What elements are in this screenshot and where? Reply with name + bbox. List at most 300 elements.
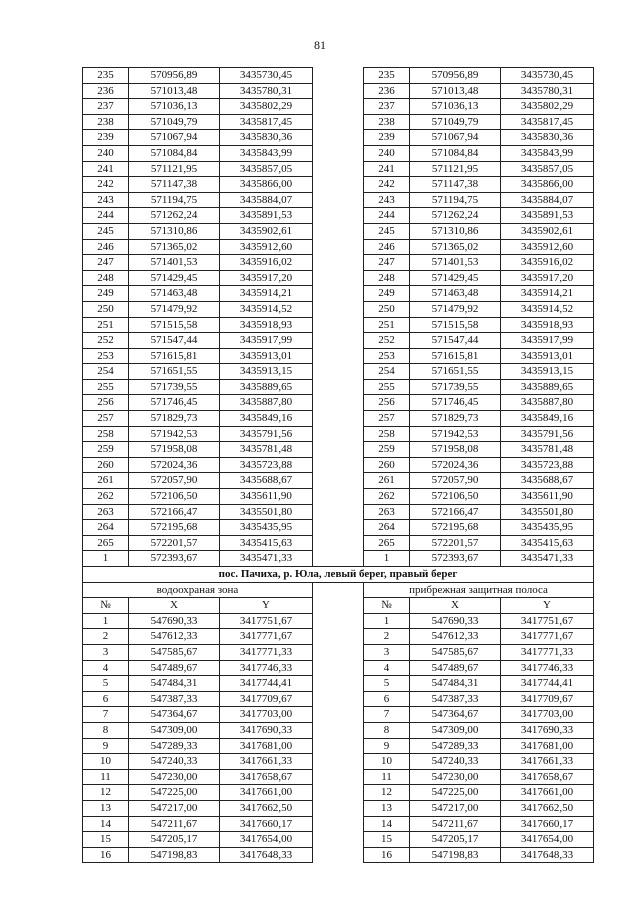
y-coordinate: 3435884,07 <box>501 192 594 208</box>
x-coordinate: 547211,67 <box>410 816 501 832</box>
col-header-y: Y <box>501 598 594 614</box>
x-coordinate: 571829,73 <box>129 411 220 427</box>
y-coordinate: 3417662,50 <box>501 800 594 816</box>
point-number: 255 <box>364 379 410 395</box>
point-number: 3 <box>83 644 129 660</box>
x-coordinate: 571147,38 <box>129 177 220 193</box>
x-coordinate: 571615,81 <box>129 348 220 364</box>
y-coordinate: 3417690,33 <box>501 722 594 738</box>
point-number: 1 <box>83 613 129 629</box>
x-coordinate: 547205,17 <box>410 832 501 848</box>
table-row <box>83 411 594 427</box>
point-number: 7 <box>83 707 129 723</box>
point-number: 254 <box>364 364 410 380</box>
table-row <box>83 395 594 411</box>
y-coordinate: 3417681,00 <box>220 738 313 754</box>
point-number: 3 <box>364 644 410 660</box>
x-coordinate: 547217,00 <box>129 800 220 816</box>
table-row <box>83 192 594 208</box>
x-coordinate: 571262,24 <box>410 208 501 224</box>
y-coordinate: 3417746,33 <box>501 660 594 676</box>
point-number: 264 <box>83 520 129 536</box>
y-coordinate: 3435791,56 <box>220 426 313 442</box>
x-coordinate: 571013,48 <box>410 83 501 99</box>
y-coordinate: 3435857,05 <box>501 161 594 177</box>
x-coordinate: 547198,83 <box>410 847 501 863</box>
x-coordinate: 571547,44 <box>410 333 501 349</box>
x-coordinate: 547289,33 <box>129 738 220 754</box>
x-coordinate: 547387,33 <box>129 691 220 707</box>
table-row <box>83 520 594 536</box>
y-coordinate: 3417690,33 <box>220 722 313 738</box>
y-coordinate: 3435917,99 <box>501 333 594 349</box>
point-number: 2 <box>364 629 410 645</box>
x-coordinate: 571036,13 <box>129 99 220 115</box>
table-row <box>83 473 594 489</box>
x-coordinate: 572024,36 <box>129 457 220 473</box>
y-coordinate: 3417661,33 <box>220 754 313 770</box>
x-coordinate: 571262,24 <box>129 208 220 224</box>
y-coordinate: 3435817,45 <box>220 114 313 130</box>
point-number: 263 <box>364 504 410 520</box>
point-number: 239 <box>364 130 410 146</box>
y-coordinate: 3435849,16 <box>220 411 313 427</box>
y-coordinate: 3435914,21 <box>501 286 594 302</box>
y-coordinate: 3435471,33 <box>501 551 594 567</box>
table-row <box>83 255 594 271</box>
x-coordinate: 571479,92 <box>129 301 220 317</box>
x-coordinate: 572024,36 <box>410 457 501 473</box>
x-coordinate: 571194,75 <box>410 192 501 208</box>
y-coordinate: 3435912,60 <box>220 239 313 255</box>
x-coordinate: 571121,95 <box>410 161 501 177</box>
y-coordinate: 3417658,67 <box>220 769 313 785</box>
col-header-number: № <box>364 598 410 614</box>
point-number: 245 <box>83 223 129 239</box>
point-number: 250 <box>83 301 129 317</box>
table-row <box>83 208 594 224</box>
x-coordinate: 547489,67 <box>410 660 501 676</box>
point-number: 15 <box>83 832 129 848</box>
x-coordinate: 571429,45 <box>410 270 501 286</box>
y-coordinate: 3435415,63 <box>220 535 313 551</box>
point-number: 244 <box>364 208 410 224</box>
x-coordinate: 571147,38 <box>410 177 501 193</box>
col-header-x: X <box>410 598 501 614</box>
table-row <box>83 629 594 645</box>
y-coordinate: 3435501,80 <box>501 504 594 520</box>
table-row <box>83 364 594 380</box>
x-coordinate: 547230,00 <box>129 769 220 785</box>
y-coordinate: 3435730,45 <box>501 68 594 84</box>
point-number: 5 <box>364 676 410 692</box>
x-coordinate: 571739,55 <box>129 379 220 395</box>
x-coordinate: 572201,57 <box>410 535 501 551</box>
y-coordinate: 3435884,07 <box>220 192 313 208</box>
table-row <box>83 442 594 458</box>
point-number: 14 <box>364 816 410 832</box>
x-coordinate: 547690,33 <box>129 613 220 629</box>
table-row <box>83 239 594 255</box>
x-coordinate: 547225,00 <box>129 785 220 801</box>
point-number: 257 <box>364 411 410 427</box>
x-coordinate: 572166,47 <box>129 504 220 520</box>
y-coordinate: 3435435,95 <box>501 520 594 536</box>
x-coordinate: 547585,67 <box>410 644 501 660</box>
y-coordinate: 3417661,00 <box>501 785 594 801</box>
point-number: 12 <box>83 785 129 801</box>
y-coordinate: 3435917,99 <box>220 333 313 349</box>
y-coordinate: 3417662,50 <box>220 800 313 816</box>
point-number: 262 <box>364 489 410 505</box>
point-number: 4 <box>364 660 410 676</box>
x-coordinate: 571429,45 <box>129 270 220 286</box>
y-coordinate: 3435688,67 <box>501 473 594 489</box>
point-number: 248 <box>364 270 410 286</box>
point-number: 260 <box>364 457 410 473</box>
point-number: 10 <box>364 754 410 770</box>
x-coordinate: 572393,67 <box>410 551 501 567</box>
point-number: 242 <box>364 177 410 193</box>
x-coordinate: 571463,48 <box>129 286 220 302</box>
y-coordinate: 3417751,67 <box>220 613 313 629</box>
table-row <box>83 286 594 302</box>
table-row <box>83 800 594 816</box>
point-number: 14 <box>83 816 129 832</box>
table-row <box>83 223 594 239</box>
y-coordinate: 3435889,65 <box>501 379 594 395</box>
table-row <box>83 270 594 286</box>
y-coordinate: 3435802,29 <box>501 99 594 115</box>
right-subtitle: прибрежная защитная полоса <box>364 582 594 598</box>
y-coordinate: 3435781,48 <box>220 442 313 458</box>
x-coordinate: 572106,50 <box>129 489 220 505</box>
y-coordinate: 3435916,02 <box>220 255 313 271</box>
point-number: 15 <box>364 832 410 848</box>
x-coordinate: 571365,02 <box>129 239 220 255</box>
y-coordinate: 3435902,61 <box>501 223 594 239</box>
x-coordinate: 571049,79 <box>129 114 220 130</box>
table-row <box>83 130 594 146</box>
y-coordinate: 3417703,00 <box>501 707 594 723</box>
x-coordinate: 572057,90 <box>129 473 220 489</box>
y-coordinate: 3435817,45 <box>501 114 594 130</box>
x-coordinate: 547484,31 <box>129 676 220 692</box>
x-coordinate: 571084,84 <box>129 145 220 161</box>
page-number: 81 <box>314 38 326 52</box>
point-number: 245 <box>364 223 410 239</box>
point-number: 259 <box>83 442 129 458</box>
x-coordinate: 571958,08 <box>410 442 501 458</box>
y-coordinate: 3435435,95 <box>220 520 313 536</box>
y-coordinate: 3435780,31 <box>501 83 594 99</box>
table-row <box>83 317 594 333</box>
point-number: 235 <box>364 68 410 84</box>
y-coordinate: 3435611,90 <box>501 489 594 505</box>
y-coordinate: 3417658,67 <box>501 769 594 785</box>
x-coordinate: 547690,33 <box>410 613 501 629</box>
y-coordinate: 3417751,67 <box>501 613 594 629</box>
x-coordinate: 571401,53 <box>129 255 220 271</box>
point-number: 238 <box>83 114 129 130</box>
point-number: 4 <box>83 660 129 676</box>
y-coordinate: 3435891,53 <box>501 208 594 224</box>
point-number: 256 <box>83 395 129 411</box>
point-number: 258 <box>83 426 129 442</box>
point-number: 7 <box>364 707 410 723</box>
y-coordinate: 3435887,80 <box>501 395 594 411</box>
table-row <box>83 348 594 364</box>
point-number: 236 <box>364 83 410 99</box>
x-coordinate: 571942,53 <box>129 426 220 442</box>
table-row <box>83 83 594 99</box>
x-coordinate: 571084,84 <box>410 145 501 161</box>
x-coordinate: 571013,48 <box>129 83 220 99</box>
point-number: 237 <box>364 99 410 115</box>
y-coordinate: 3435916,02 <box>501 255 594 271</box>
y-coordinate: 3417744,41 <box>501 676 594 692</box>
x-coordinate: 547205,17 <box>129 832 220 848</box>
point-number: 263 <box>83 504 129 520</box>
point-number: 249 <box>364 286 410 302</box>
y-coordinate: 3417746,33 <box>220 660 313 676</box>
col-header-y: Y <box>220 598 313 614</box>
y-coordinate: 3435866,00 <box>220 177 313 193</box>
table-row <box>83 161 594 177</box>
x-coordinate: 547489,67 <box>129 660 220 676</box>
y-coordinate: 3417654,00 <box>220 832 313 848</box>
x-coordinate: 571310,86 <box>129 223 220 239</box>
point-number: 16 <box>83 847 129 863</box>
y-coordinate: 3435730,45 <box>220 68 313 84</box>
y-coordinate: 3435887,80 <box>220 395 313 411</box>
x-coordinate: 571958,08 <box>129 442 220 458</box>
point-number: 253 <box>83 348 129 364</box>
y-coordinate: 3435843,99 <box>220 145 313 161</box>
point-number: 11 <box>83 769 129 785</box>
y-coordinate: 3435857,05 <box>220 161 313 177</box>
x-coordinate: 547240,33 <box>410 754 501 770</box>
x-coordinate: 572106,50 <box>410 489 501 505</box>
x-coordinate: 571194,75 <box>129 192 220 208</box>
x-coordinate: 547225,00 <box>410 785 501 801</box>
point-number: 248 <box>83 270 129 286</box>
point-number: 9 <box>83 738 129 754</box>
point-number: 247 <box>83 255 129 271</box>
x-coordinate: 547198,83 <box>129 847 220 863</box>
x-coordinate: 572393,67 <box>129 551 220 567</box>
point-number: 13 <box>364 800 410 816</box>
point-number: 255 <box>83 379 129 395</box>
x-coordinate: 547364,67 <box>129 707 220 723</box>
point-number: 256 <box>364 395 410 411</box>
x-coordinate: 547612,33 <box>410 629 501 645</box>
table-row <box>83 426 594 442</box>
point-number: 12 <box>364 785 410 801</box>
x-coordinate: 570956,89 <box>129 68 220 84</box>
y-coordinate: 3417654,00 <box>501 832 594 848</box>
y-coordinate: 3435913,15 <box>501 364 594 380</box>
point-number: 262 <box>83 489 129 505</box>
x-coordinate: 547612,33 <box>129 629 220 645</box>
table-row <box>83 707 594 723</box>
x-coordinate: 572201,57 <box>129 535 220 551</box>
y-coordinate: 3417660,17 <box>501 816 594 832</box>
point-number: 258 <box>364 426 410 442</box>
point-number: 236 <box>83 83 129 99</box>
point-number: 239 <box>83 130 129 146</box>
x-coordinate: 571121,95 <box>129 161 220 177</box>
point-number: 1 <box>83 551 129 567</box>
y-coordinate: 3417703,00 <box>220 707 313 723</box>
x-coordinate: 571746,45 <box>129 395 220 411</box>
coordinates-table <box>82 67 594 863</box>
point-number: 238 <box>364 114 410 130</box>
table-row <box>83 754 594 770</box>
point-number: 259 <box>364 442 410 458</box>
x-coordinate: 572166,47 <box>410 504 501 520</box>
col-header-number: № <box>83 598 129 614</box>
y-coordinate: 3435688,67 <box>220 473 313 489</box>
y-coordinate: 3435843,99 <box>501 145 594 161</box>
point-number: 265 <box>83 535 129 551</box>
y-coordinate: 3435914,52 <box>501 301 594 317</box>
x-coordinate: 547211,67 <box>129 816 220 832</box>
table-row <box>83 99 594 115</box>
x-coordinate: 571651,55 <box>410 364 501 380</box>
y-coordinate: 3435723,88 <box>501 457 594 473</box>
point-number: 251 <box>83 317 129 333</box>
point-number: 11 <box>364 769 410 785</box>
point-number: 261 <box>364 473 410 489</box>
point-number: 261 <box>83 473 129 489</box>
table-row <box>83 769 594 785</box>
point-number: 16 <box>364 847 410 863</box>
y-coordinate: 3417681,00 <box>501 738 594 754</box>
y-coordinate: 3417648,33 <box>501 847 594 863</box>
y-coordinate: 3435415,63 <box>501 535 594 551</box>
table-row <box>83 333 594 349</box>
point-number: 253 <box>364 348 410 364</box>
x-coordinate: 571463,48 <box>410 286 501 302</box>
table-row <box>83 816 594 832</box>
table-row <box>83 847 594 863</box>
x-coordinate: 571401,53 <box>410 255 501 271</box>
y-coordinate: 3435891,53 <box>220 208 313 224</box>
point-number: 5 <box>83 676 129 692</box>
x-coordinate: 571746,45 <box>410 395 501 411</box>
table-row <box>83 504 594 520</box>
y-coordinate: 3435918,93 <box>501 317 594 333</box>
y-coordinate: 3435611,90 <box>220 489 313 505</box>
table-row <box>83 738 594 754</box>
point-number: 241 <box>83 161 129 177</box>
point-number: 237 <box>83 99 129 115</box>
x-coordinate: 571829,73 <box>410 411 501 427</box>
left-subtitle: водоохраная зона <box>83 582 313 598</box>
point-number: 242 <box>83 177 129 193</box>
y-coordinate: 3435866,00 <box>501 177 594 193</box>
y-coordinate: 3435913,15 <box>220 364 313 380</box>
y-coordinate: 3435781,48 <box>501 442 594 458</box>
table-row <box>83 676 594 692</box>
x-coordinate: 572057,90 <box>410 473 501 489</box>
y-coordinate: 3435912,60 <box>501 239 594 255</box>
column-header-row <box>83 598 594 614</box>
col-header-x: X <box>129 598 220 614</box>
point-number: 13 <box>83 800 129 816</box>
x-coordinate: 572195,68 <box>410 520 501 536</box>
table-row <box>83 114 594 130</box>
y-coordinate: 3417648,33 <box>220 847 313 863</box>
table-row <box>83 722 594 738</box>
table-row <box>83 145 594 161</box>
y-coordinate: 3435501,80 <box>220 504 313 520</box>
table-row <box>83 644 594 660</box>
y-coordinate: 3435723,88 <box>220 457 313 473</box>
subtitle-row <box>83 582 594 598</box>
x-coordinate: 572195,68 <box>129 520 220 536</box>
table-row <box>83 551 594 567</box>
x-coordinate: 571615,81 <box>410 348 501 364</box>
point-number: 247 <box>364 255 410 271</box>
point-number: 250 <box>364 301 410 317</box>
x-coordinate: 547230,00 <box>410 769 501 785</box>
x-coordinate: 571515,58 <box>410 317 501 333</box>
x-coordinate: 571067,94 <box>410 130 501 146</box>
y-coordinate: 3417709,67 <box>501 691 594 707</box>
x-coordinate: 547364,67 <box>410 707 501 723</box>
x-coordinate: 571479,92 <box>410 301 501 317</box>
y-coordinate: 3435902,61 <box>220 223 313 239</box>
section-title: пос. Пачиха, р. Юла, левый берег, правый берег <box>83 567 594 583</box>
point-number: 257 <box>83 411 129 427</box>
x-coordinate: 571651,55 <box>129 364 220 380</box>
point-number: 243 <box>364 192 410 208</box>
point-number: 260 <box>83 457 129 473</box>
point-number: 251 <box>364 317 410 333</box>
y-coordinate: 3435917,20 <box>501 270 594 286</box>
y-coordinate: 3435913,01 <box>220 348 313 364</box>
y-coordinate: 3417771,67 <box>220 629 313 645</box>
y-coordinate: 3417660,17 <box>220 816 313 832</box>
y-coordinate: 3417709,67 <box>220 691 313 707</box>
point-number: 246 <box>364 239 410 255</box>
y-coordinate: 3435914,21 <box>220 286 313 302</box>
point-number: 6 <box>364 691 410 707</box>
point-number: 8 <box>364 722 410 738</box>
point-number: 240 <box>83 145 129 161</box>
table-row <box>83 379 594 395</box>
x-coordinate: 571515,58 <box>129 317 220 333</box>
point-number: 246 <box>83 239 129 255</box>
y-coordinate: 3417744,41 <box>220 676 313 692</box>
x-coordinate: 571049,79 <box>410 114 501 130</box>
point-number: 252 <box>83 333 129 349</box>
point-number: 10 <box>83 754 129 770</box>
x-coordinate: 571067,94 <box>129 130 220 146</box>
x-coordinate: 571547,44 <box>129 333 220 349</box>
y-coordinate: 3435830,36 <box>220 130 313 146</box>
x-coordinate: 547585,67 <box>129 644 220 660</box>
table-row <box>83 832 594 848</box>
table-row <box>83 785 594 801</box>
point-number: 9 <box>364 738 410 754</box>
table-row <box>83 489 594 505</box>
x-coordinate: 571739,55 <box>410 379 501 395</box>
x-coordinate: 547309,00 <box>410 722 501 738</box>
table-row <box>83 613 594 629</box>
